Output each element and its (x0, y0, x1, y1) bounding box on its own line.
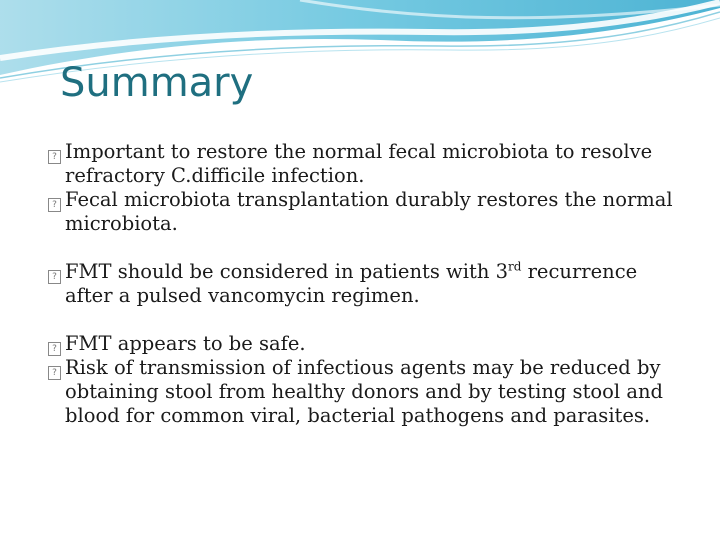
list-item: ? Fecal microbiota transplantation durably restores the normal microbiota. (48, 188, 688, 236)
bullet-marker-icon: ? (48, 270, 61, 284)
spacer (48, 236, 688, 260)
list-item: ? FMT appears to be safe. (48, 332, 688, 356)
bullet-marker-icon: ? (48, 342, 61, 356)
bullet-list (48, 140, 688, 428)
bullet-marker-icon: ? (48, 366, 61, 380)
bullet-marker-icon: ? (48, 198, 61, 212)
list-item: ? Important to restore the normal fecal microbiota to resolve refractory C.difficile infection. (48, 140, 688, 188)
bullet-marker-icon: ? (48, 150, 61, 164)
spacer (48, 308, 688, 332)
list-item: ? FMT should be considered in patients with 3rd recurrence after a pulsed vancomycin regimen. (48, 260, 688, 308)
slide-title: Summary (60, 60, 254, 106)
list-item: ? Risk of transmission of infectious agents may be reduced by obtaining stool from healthy donors and by testing stool and blood for common viral, bacterial pathogens and parasites. (48, 356, 688, 428)
